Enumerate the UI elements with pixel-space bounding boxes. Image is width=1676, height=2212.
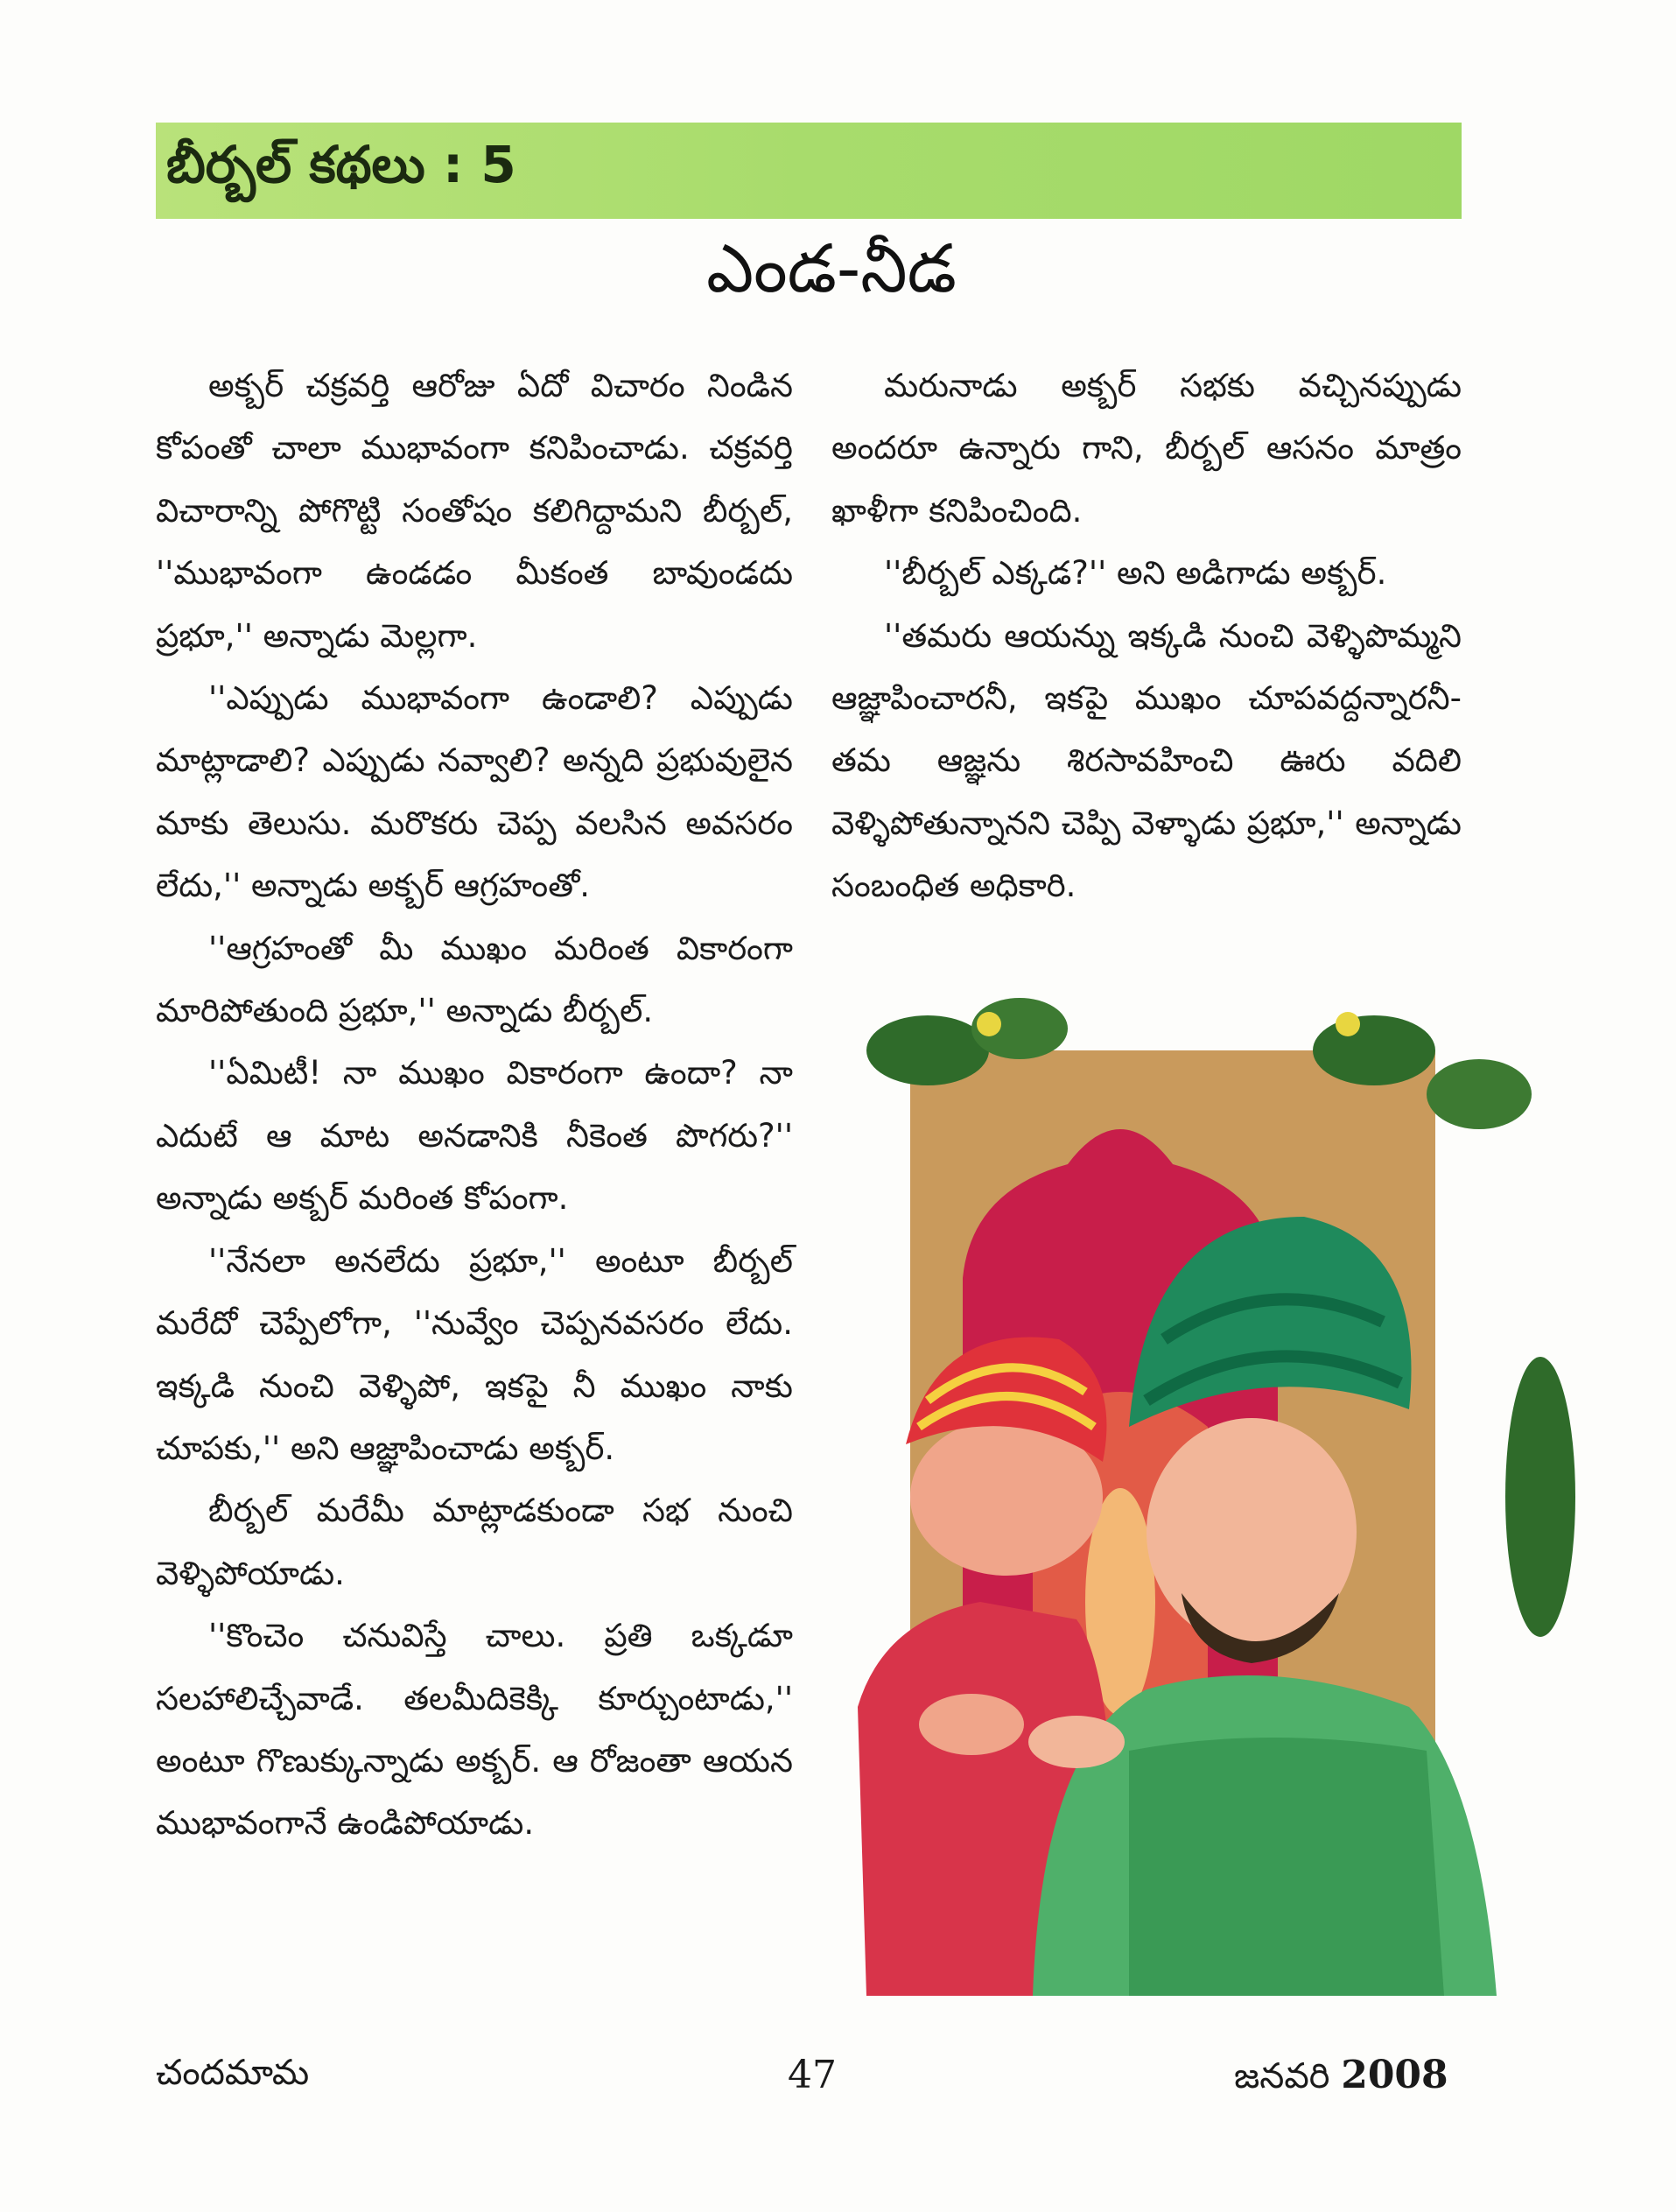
footer-date <box>1234 2053 1448 2105</box>
left-column <box>156 355 793 1855</box>
paragraph: బీర్బల్ మరేమీ మాట్లాడకుండా సభ నుంచి వెళ్ళిపోయాడు. <box>156 1492 793 1592</box>
page-number: 47 <box>788 2053 837 2097</box>
paragraph: ''ఏమిటీ! నా ముఖం వికారంగా ఉందా? నా ఎదుటే ఆ మాట అనడానికి నీకెంత పొగరు?'' అన్నాడు అక్బర్ మరింత కోపంగా. <box>156 1054 793 1218</box>
series-banner <box>156 123 1462 219</box>
paragraph: ''తమరు ఆయన్ను ఇక్కడి నుంచి వెళ్ళిపొమ్మని ఆజ్ఞాపించారనీ, ఇకపై ముఖం చూపవద్దన్నారనీ-తమ ఆజ్ఞను శిరసావహించి ఊరు వదిలి వెళ్ళిపోతున్నానని చెప్పి వెళ్ళాడు ప్రభూ,'' అన్నాడు సంబంధిత అధికారి. <box>831 616 1462 905</box>
footer-month: జనవరి <box>1234 2056 1330 2096</box>
story-title: ఎండ-నీడ <box>706 229 957 307</box>
footer-year: 2008 <box>1341 2053 1448 2097</box>
paragraph: ''నేనలా అనలేదు ప్రభూ,'' అంటూ బీర్బల్ మరేదో చెప్పేలోగా, ''నువ్వేం చెప్పనవసరం లేదు. ఇక్కడి నుంచి వెళ్ళిపో, ఇకపై నీ ముఖం నాకు చూపకు,'' అని ఆజ్ఞాపించాడు అక్బర్. <box>156 1241 793 1467</box>
akbar-birbal-illustration <box>814 989 1575 2022</box>
paragraph: అక్బర్ చక్రవర్తి ఆరోజు ఏదో విచారం నిండిన కోపంతో చాలా ముభావంగా కనిపించాడు. చక్రవర్తి విచారాన్ని పోగొట్టి సంతోషం కలిగిద్దామని బీర్బల్, ''ముభావంగా ఉండడం మీకంత బావుండదు ప్రభూ,'' అన్నాడు మెల్లగా. <box>156 367 793 655</box>
paragraph: ''ఆగ్రహంతో మీ ముఖం మరింత వికారంగా మారిపోతుంది ప్రభూ,'' అన్నాడు బీర్బల్. <box>156 929 793 1030</box>
right-column <box>831 355 1462 917</box>
paragraph: ''బీర్బల్ ఎక్కడ?'' అని అడిగాడు అక్బర్. <box>884 554 1387 593</box>
footer-magazine-name: చందమామ <box>156 2053 310 2093</box>
paragraph: మరునాడు అక్బర్ సభకు వచ్చినప్పుడు అందరూ ఉన్నారు గాని, బీర్బల్ ఆసనం మాత్రం ఖాళీగా కనిపించింది. <box>831 367 1462 530</box>
paragraph: ''ఎప్పుడు ముభావంగా ఉండాలి? ఎప్పుడు మాట్లాడాలి? ఎప్పుడు నవ్వాలి? అన్నది ప్రభువులైన మాకు తెలుసు. మరొకరు చెప్ప వలసిన అవసరం లేదు,'' అన్నాడు అక్బర్ ఆగ్రహంతో. <box>156 679 793 905</box>
series-title: బీర్బల్ కథలు : 5 <box>166 134 516 194</box>
paragraph: ''కొంచెం చనువిస్తే చాలు. ప్రతి ఒక్కడూ సలహాలిచ్చేవాడే. తలమీదికెక్కి కూర్చుంటాడు,'' అంటూ గొణుక్కున్నాడు అక్బర్. ఆ రోజంతా ఆయన ముభావంగానే ఉండిపోయాడు. <box>156 1617 793 1843</box>
